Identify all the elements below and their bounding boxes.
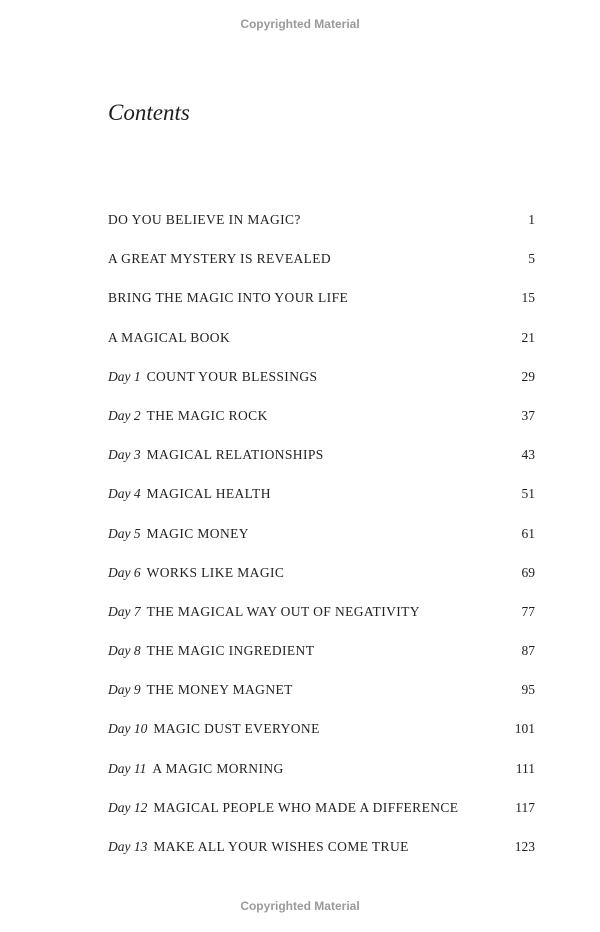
toc-page-number: 1	[528, 212, 535, 227]
toc-page-number: 77	[521, 603, 535, 619]
toc-day-label: Day 5	[108, 525, 141, 541]
toc-entry-text	[108, 642, 314, 660]
toc-entry[interactable]	[108, 525, 535, 564]
toc-entry-text	[108, 799, 458, 817]
toc-entry[interactable]	[108, 211, 535, 250]
toc-entry-text	[108, 250, 331, 268]
toc-page-number: 111	[515, 760, 535, 776]
toc-page-number: 117	[515, 799, 535, 815]
toc-page-number: 5	[528, 251, 535, 267]
toc-page-number: 51	[521, 486, 535, 502]
toc-chapter-title: MAGIC MONEY	[146, 525, 249, 541]
toc-entry-text	[108, 446, 324, 464]
toc-chapter-title: MAGICAL HEALTH	[146, 486, 271, 502]
toc-day-label: Day 6	[108, 564, 141, 580]
toc-page-number: 87	[521, 643, 535, 659]
toc-page-number: 37	[521, 407, 535, 423]
toc-chapter-title: MAGIC DUST EVERYONE	[153, 721, 320, 737]
toc-entry-text	[108, 211, 301, 229]
toc-entry-text	[108, 485, 271, 503]
toc-chapter-title: DO YOU BELIEVE IN MAGIC?	[108, 212, 301, 227]
toc-entry[interactable]	[108, 407, 535, 446]
toc-page-number: 61	[521, 525, 535, 541]
toc-entry[interactable]	[108, 368, 535, 407]
toc-entry[interactable]	[108, 446, 535, 485]
table-of-contents	[108, 211, 535, 877]
toc-entry[interactable]	[108, 250, 535, 289]
toc-chapter-title: BRING THE MAGIC INTO YOUR LIFE	[108, 290, 349, 306]
toc-chapter-title: THE MAGIC INGREDIENT	[146, 643, 315, 659]
toc-entry[interactable]	[108, 799, 535, 838]
toc-entry[interactable]	[108, 289, 535, 328]
toc-chapter-title: A MAGICAL BOOK	[108, 329, 231, 345]
toc-day-label: Day 9	[108, 682, 141, 698]
toc-day-label: Day 11	[108, 760, 147, 776]
toc-chapter-title: MAKE ALL YOUR WISHES COME TRUE	[153, 839, 409, 854]
toc-page-number: 43	[521, 447, 535, 463]
toc-entry-text	[108, 838, 409, 856]
toc-page-number: 69	[521, 564, 535, 580]
toc-chapter-title: MAGICAL PEOPLE WHO MADE A DIFFERENCE	[153, 799, 459, 815]
toc-entry-text	[108, 368, 317, 386]
toc-page-number: 123	[514, 839, 535, 854]
toc-entry-text	[108, 603, 420, 621]
toc-chapter-title: THE MONEY MAGNET	[146, 682, 293, 698]
toc-entry[interactable]	[108, 838, 535, 877]
toc-entry[interactable]	[108, 760, 535, 799]
toc-page-number: 101	[514, 721, 535, 737]
page-title: Contents	[108, 100, 190, 125]
toc-entry-text	[108, 681, 293, 699]
toc-chapter-title: THE MAGICAL WAY OUT OF NEGATIVITY	[146, 603, 420, 619]
toc-entry-text	[108, 525, 249, 543]
toc-entry[interactable]	[108, 329, 535, 368]
toc-day-label: Day 3	[108, 447, 141, 463]
toc-chapter-title: WORKS LIKE MAGIC	[146, 564, 285, 580]
toc-entry-text	[108, 760, 284, 778]
toc-chapter-title: MAGICAL RELATIONSHIPS	[146, 447, 324, 463]
toc-day-label: Day 4	[108, 486, 141, 502]
toc-day-label: Day 12	[108, 799, 148, 815]
toc-page-number: 15	[521, 290, 535, 306]
toc-day-label: Day 8	[108, 643, 141, 659]
toc-day-label: Day 13	[108, 839, 148, 854]
watermark-bottom: Copyrighted Material	[240, 899, 360, 913]
toc-chapter-title: THE MAGIC ROCK	[146, 407, 268, 423]
toc-entry-text	[108, 289, 348, 307]
toc-entry[interactable]	[108, 642, 535, 681]
toc-page-number: 95	[521, 682, 535, 698]
toc-entry-text	[108, 329, 230, 347]
toc-page-number: 21	[521, 329, 535, 345]
toc-page-number: 29	[521, 368, 535, 384]
toc-chapter-title: COUNT YOUR BLESSINGS	[146, 368, 318, 384]
toc-day-label: Day 10	[108, 721, 148, 737]
toc-day-label: Day 1	[108, 368, 141, 384]
toc-entry[interactable]	[108, 603, 535, 642]
toc-chapter-title: A MAGIC MORNING	[152, 760, 284, 776]
toc-day-label: Day 2	[108, 407, 141, 423]
toc-entry[interactable]	[108, 681, 535, 720]
toc-entry-text	[108, 407, 268, 425]
watermark-top: Copyrighted Material	[240, 17, 360, 31]
toc-entry[interactable]	[108, 720, 535, 759]
toc-entry-text	[108, 564, 284, 582]
toc-entry[interactable]	[108, 485, 535, 524]
toc-chapter-title: A GREAT MYSTERY IS REVEALED	[108, 251, 332, 267]
toc-entry-text	[108, 720, 320, 738]
toc-day-label: Day 7	[108, 603, 141, 619]
toc-entry[interactable]	[108, 564, 535, 603]
